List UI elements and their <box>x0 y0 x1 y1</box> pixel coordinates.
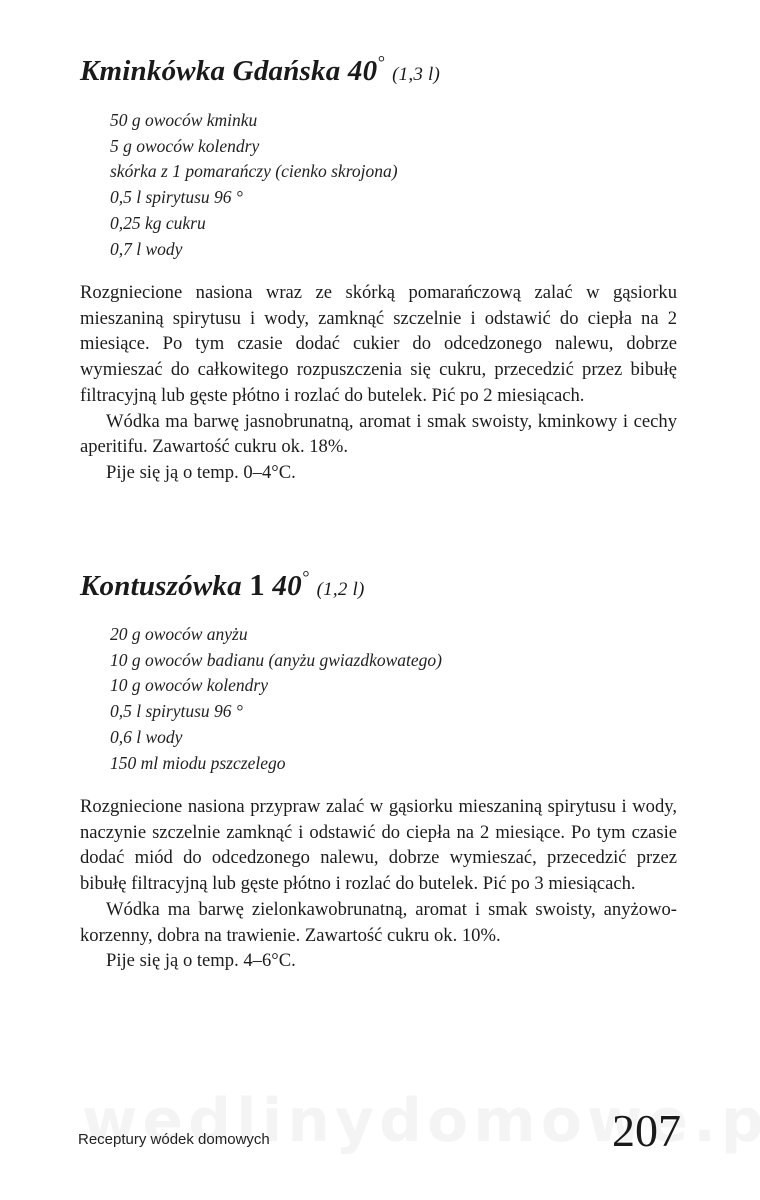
ingredient-item: 0,25 kg cukru <box>110 212 206 233</box>
recipe-volume: (1,3 l) <box>392 64 440 85</box>
ingredient-item: skórka z 1 pomarańczy (cienko skrojona) <box>110 161 398 182</box>
recipe-title-kminkowka <box>80 52 440 88</box>
ingredient-list-kminkowka <box>110 108 398 262</box>
method-paragraph: Pije się ją o temp. 4–6°C. <box>106 950 296 972</box>
recipe-strength: 40 <box>272 570 302 602</box>
page-number: 207 <box>612 1105 681 1156</box>
method-paragraph: Rozgniecione nasiona przypraw zalać w gąsiorku mieszaniną spirytusu i wody, naczynie szczelnie zamknąć i odstawić do ciepła na 2 miesiące. Po tym czasie dodać miód do odcedzonego nalewu, dobrze wymieszać, przecedzić przez bibułę filtracyjną lub gęste płótno i rozlać do butelek. Pić po 3 miesiącach. <box>80 796 677 895</box>
ingredient-item: 150 ml miodu pszczelego <box>110 752 286 773</box>
ingredient-item: 20 g owoców anyżu <box>110 624 248 644</box>
running-footer-title: Receptury wódek domowych <box>78 1131 270 1148</box>
ingredient-item: 0,7 l wody <box>110 238 183 259</box>
recipe-title-kontuszowka <box>80 567 365 603</box>
method-kontuszowka <box>80 794 677 974</box>
method-paragraph: Wódka ma barwę jasnobrunatną, aromat i smak swoisty, kminkowy i cechy aperitifu. Zawartość cukru ok. 18%. <box>80 410 677 458</box>
ingredient-list-kontuszowka <box>110 622 442 776</box>
method-paragraph: Wódka ma barwę zielonkawobrunatną, aromat i smak swoisty, anyżowo-korzenny, dobra na trawienie. Zawartość cukru ok. 10%. <box>80 898 677 946</box>
recipe-name: Kontuszówka <box>80 570 242 602</box>
degree-symbol: ° <box>301 567 310 587</box>
ingredient-item: 5 g owoców kolendry <box>110 135 260 156</box>
ingredient-item: 50 g owoców kminku <box>110 110 258 130</box>
ingredient-item: 0,6 l wody <box>110 726 183 747</box>
ingredient-item: 10 g owoców kolendry <box>110 675 268 696</box>
ingredient-item: 0,5 l spirytusu 96 ° <box>110 187 243 208</box>
recipe-name: Kminkówka Gdańska 40 <box>80 55 378 87</box>
method-paragraph: Rozgniecione nasiona wraz ze skórką pomarańczową zalać w gąsiorku mieszaniną spirytusu i wody, zamknąć szczelnie i odstawić do ciepła na 2 miesiące. Po tym czasie dodać cukier do odcedzonego nalewu, dobrze wymieszać do całkowitego rozpuszczenia się cukru, przecedzić przez bibułę filtracyjną lub gęste płótno i rozlać do butelek. Pić po 2 miesiącach. <box>80 282 677 406</box>
degree-symbol: ° <box>377 52 385 72</box>
recipe-volume: (1,2 l) <box>316 579 365 600</box>
ingredient-item: 10 g owoców badianu (anyżu gwiazdkowatego) <box>110 649 442 670</box>
method-paragraph: Pije się ją o temp. 0–4°C. <box>106 461 296 483</box>
ingredient-item: 0,5 l spirytusu 96 ° <box>110 701 243 722</box>
recipe-number: 1 <box>249 567 265 602</box>
method-kminkowka <box>80 280 677 486</box>
